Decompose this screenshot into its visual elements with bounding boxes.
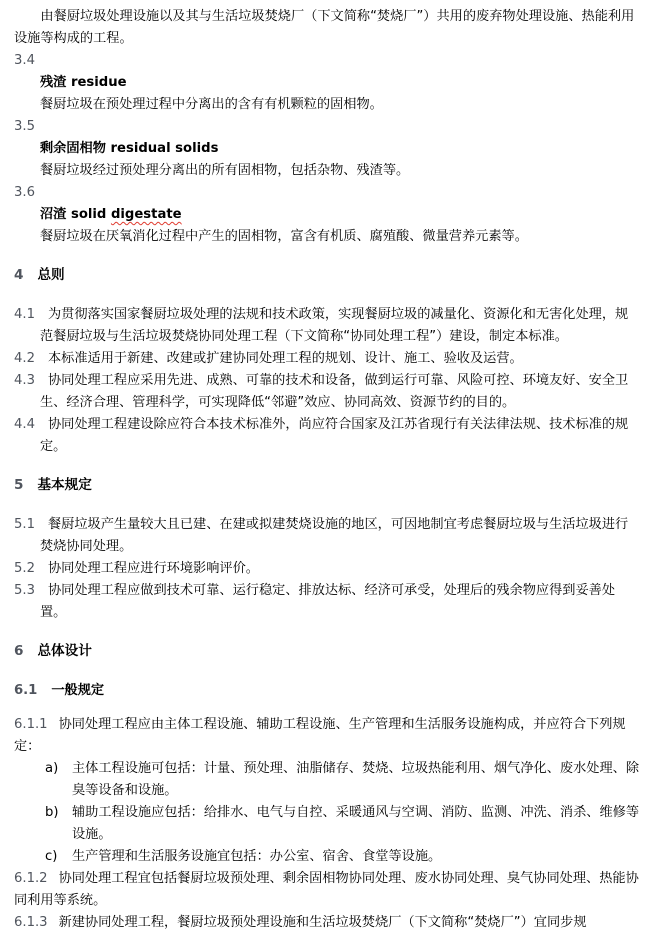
clause-text: 本标准适用于新建、改建或扩建协同处理工程的规划、设计、施工、验收及运营。 (48, 351, 523, 366)
clause-5-1 (14, 514, 640, 558)
list-item-text: 生产管理和生活服务设施宜包括：办公室、宿舍、食堂等设施。 (72, 849, 442, 864)
clause-number: 6.1.3 (14, 915, 48, 930)
clause-number: 6.1.1 (14, 717, 48, 732)
clause-text: 协同处理工程应采用先进、成熟、可靠的技术和设备，做到运行可靠、风险可控、环境友好、安全卫生、经济合理、管理科学，可实现降低“邻避”效应、协同高效、资源节约的目的。 (40, 373, 629, 410)
list-item-a (14, 758, 640, 802)
term-entry-3-6 (14, 182, 640, 248)
clause-number: 6.1.2 (14, 871, 48, 886)
clause-6-1-3 (14, 912, 640, 931)
list-item-c (14, 846, 640, 868)
term-name: 残渣 residue (40, 75, 127, 90)
section-heading-5 (14, 474, 640, 496)
misspelled-word: digestate (110, 207, 182, 222)
clause-number: 5.3 (14, 583, 35, 598)
list-item-text: 辅助工程设施应包括：给排水、电气与自控、采暖通风与空调、消防、监测、冲洗、消杀、维修等设施。 (72, 805, 640, 842)
clause-5-2 (14, 558, 640, 580)
list-marker: a) (45, 761, 59, 776)
subsection-heading-6-1 (14, 680, 640, 702)
term-name (14, 204, 640, 226)
section-number: 5 (14, 477, 24, 493)
section-number: 4 (14, 267, 24, 283)
term-number: 3.6 (14, 185, 35, 200)
term-number: 3.5 (14, 119, 35, 134)
clause-6-1-1 (14, 714, 640, 758)
clause-text: 协同处理工程应进行环境影响评价。 (48, 561, 259, 576)
section-number: 6 (14, 643, 24, 659)
term-number: 3.4 (14, 53, 35, 68)
term-name: 剩余固相物 residual solids (40, 141, 219, 156)
section-title: 基本规定 (37, 477, 92, 493)
clause-4-4 (14, 414, 640, 458)
clause-4-2 (14, 348, 640, 370)
term-definition: 餐厨垃圾经过预处理分离出的所有固相物，包括杂物、残渣等。 (40, 163, 410, 178)
clause-text: 协同处理工程宜包括餐厨垃圾预处理、剩余固相物协同处理、废水协同处理、臭气协同处理、热能协同利用等系统。 (14, 871, 639, 908)
clause-text: 协同处理工程应由主体工程设施、辅助工程设施、生产管理和生活服务设施构成，并应符合下列规定： (14, 717, 626, 754)
clause-4-1 (14, 304, 640, 348)
clause-number: 4.4 (14, 417, 35, 432)
clause-4-3 (14, 370, 640, 414)
clause-number: 4.1 (14, 307, 35, 322)
list-item-b (14, 802, 640, 846)
list-marker: c) (45, 849, 58, 864)
term-definition: 餐厨垃圾在预处理过程中分离出的含有有机颗粒的固相物。 (40, 97, 383, 112)
term-entry-3-5 (14, 116, 640, 182)
term-entry-3-4 (14, 50, 640, 116)
term-name-prefix: 沼渣 solid (40, 207, 111, 222)
clause-text: 协同处理工程应做到技术可靠、运行稳定、排放达标、经济可承受，处理后的残余物应得到妥善处置。 (40, 583, 616, 620)
clause-text: 协同处理工程建设除应符合本技术标准外，尚应符合国家及江苏省现行有关法律法规、技术标准的规定。 (40, 417, 629, 454)
section-title: 总则 (37, 267, 65, 283)
clause-text: 为贯彻落实国家餐厨垃圾处理的法规和技术政策，实现餐厨垃圾的减量化、资源化和无害化处理，规范餐厨垃圾与生活垃圾焚烧协同处理工程（下文简称“协同处理工程”）建设，制定本标准。 (40, 307, 629, 344)
clause-number: 4.3 (14, 373, 35, 388)
clause-6-1-2 (14, 868, 640, 912)
subsection-title: 一般规定 (51, 683, 105, 698)
list-marker: b) (45, 805, 59, 820)
clause-number: 5.2 (14, 561, 35, 576)
term-definition: 餐厨垃圾在厌氧消化过程中产生的固相物，富含有机质、腐殖酸、微量营养元素等。 (40, 229, 528, 244)
section-title: 总体设计 (37, 643, 92, 659)
clause-number: 4.2 (14, 351, 35, 366)
paragraph-continuation: 由餐厨垃圾处理设施以及其与生活垃圾焚烧厂（下文简称“焚烧厂”）共用的废弃物处理设施、热能利用设施等构成的工程。 (14, 9, 635, 46)
clause-5-3 (14, 580, 640, 624)
section-heading-6 (14, 640, 640, 662)
clause-text: 新建协同处理工程，餐厨垃圾预处理设施和生活垃圾焚烧厂（下文简称“焚烧厂”）宜同步规 (58, 915, 587, 930)
subsection-number: 6.1 (14, 683, 38, 698)
clause-text: 餐厨垃圾产生量较大且已建、在建或拟建焚烧设施的地区，可因地制宜考虑餐厨垃圾与生活垃圾进行焚烧协同处理。 (40, 517, 629, 554)
section-heading-4 (14, 264, 640, 286)
list-item-text: 主体工程设施可包括：计量、预处理、油脂储存、焚烧、垃圾热能利用、烟气净化、废水处理、除臭等设备和设施。 (72, 761, 640, 798)
clause-number: 5.1 (14, 517, 35, 532)
